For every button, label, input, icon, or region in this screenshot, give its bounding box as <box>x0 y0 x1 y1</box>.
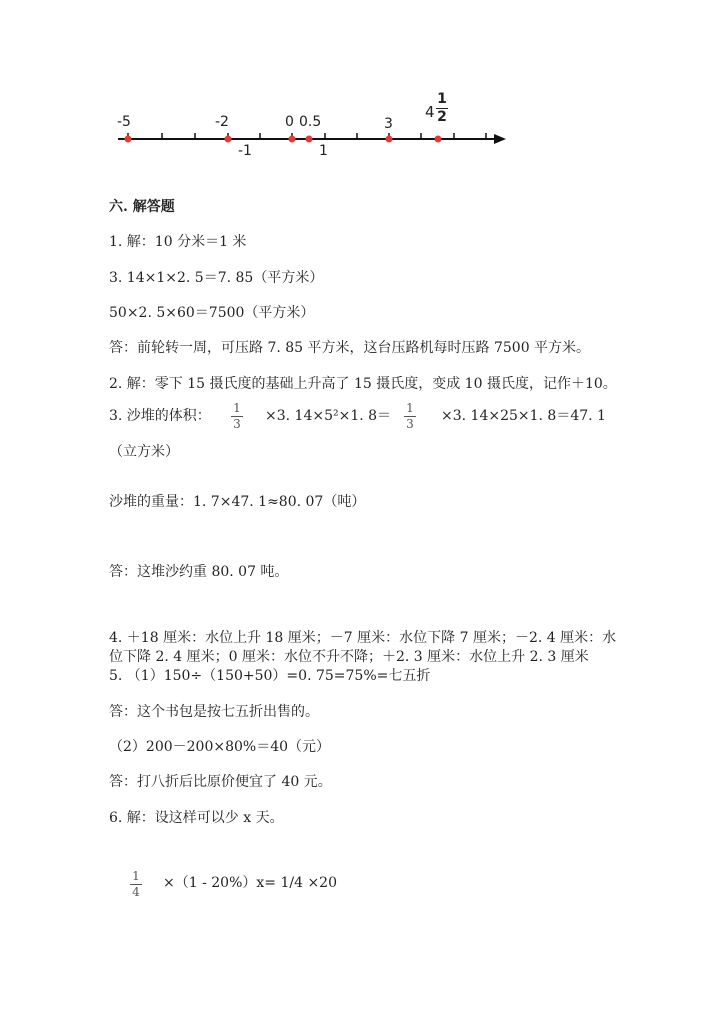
answer-line: （立方米） <box>109 444 179 460</box>
fraction-numerator: 1 <box>233 401 241 415</box>
label-three: 3 <box>384 116 393 132</box>
fraction-numerator: 1 <box>406 401 414 415</box>
fraction-denominator: 3 <box>406 417 414 431</box>
point-three <box>386 136 393 143</box>
fraction-denominator: 4 <box>132 885 140 899</box>
fraction-one-third <box>231 402 243 431</box>
label-four-whole: 4 <box>425 103 435 121</box>
answer-line: 50×2. 5×60＝7500（平方米） <box>109 305 315 321</box>
number-line-axis <box>0 0 720 170</box>
point-half <box>306 136 313 143</box>
answer-line: 5. （1）150÷（150+50）=0. 75=75%=七五折 <box>109 668 431 684</box>
label-neg2: -2 <box>215 114 229 130</box>
point-four-half <box>435 136 442 143</box>
answer-line: 答：这堆沙约重 80. 07 吨。 <box>109 564 289 580</box>
answer-line: 位下降 2. 4 厘米；0 厘米：水位不升不降；＋2. 3 厘米：水位上升 2. 3 厘米 <box>109 649 589 665</box>
answer-line: （2）200－200×80%＝40（元） <box>109 739 331 755</box>
point-zero <box>289 136 296 143</box>
label-four-half-fraction <box>436 92 448 125</box>
fraction-numerator: 1 <box>437 91 447 107</box>
fraction-denominator: 2 <box>437 109 447 125</box>
label-one: 1 <box>319 143 328 159</box>
answer-line: 6. 解：设这样可以少 x 天。 <box>109 810 284 826</box>
fraction-numerator: 1 <box>132 869 140 883</box>
answer-line: 3. 14×1×2. 5＝7. 85（平方米） <box>109 270 324 286</box>
answer-line: ×3. 14×25×1. 8＝47. 1 <box>441 408 606 424</box>
fraction-denominator: 3 <box>233 417 241 431</box>
answer-line: ×3. 14×5²×1. 8＝ <box>265 408 392 424</box>
answer-line: 答：这个书包是按七五折出售的。 <box>109 704 319 720</box>
label-zero: 0 <box>285 114 294 130</box>
label-neg5: -5 <box>117 114 131 130</box>
equation-line: ×（1 - 20%）x= 1/4 ×20 <box>163 875 337 891</box>
section-title: 六. 解答题 <box>109 199 175 215</box>
answer-line: 4. ＋18 厘米：水位上升 18 厘米；－7 厘米：水位下降 7 厘米；－2. 4 厘米：水 <box>109 630 617 646</box>
fraction-one-quarter <box>130 870 142 899</box>
fraction-one-third <box>404 402 416 431</box>
label-neg1: -1 <box>238 143 252 159</box>
answer-line: 3. 沙堆的体积： <box>109 408 211 424</box>
axis-arrow <box>494 134 506 144</box>
answer-line: 2. 解：零下 15 摄氏度的基础上升高了 15 摄氏度，变成 10 摄氏度，记作＋10。 <box>109 376 617 392</box>
label-half: 0.5 <box>299 114 322 130</box>
answer-line: 1. 解：10 分米＝1 米 <box>109 234 247 250</box>
answer-line: 沙堆的重量：1. 7×47. 1≈80. 07（吨） <box>109 494 366 510</box>
point-neg5 <box>125 136 132 143</box>
point-neg2 <box>225 136 232 143</box>
answer-line: 答：前轮转一周，可压路 7. 85 平方米，这台压路机每时压路 7500 平方米。 <box>109 340 591 356</box>
answer-line: 答：打八折后比原价便宜了 40 元。 <box>109 774 332 790</box>
